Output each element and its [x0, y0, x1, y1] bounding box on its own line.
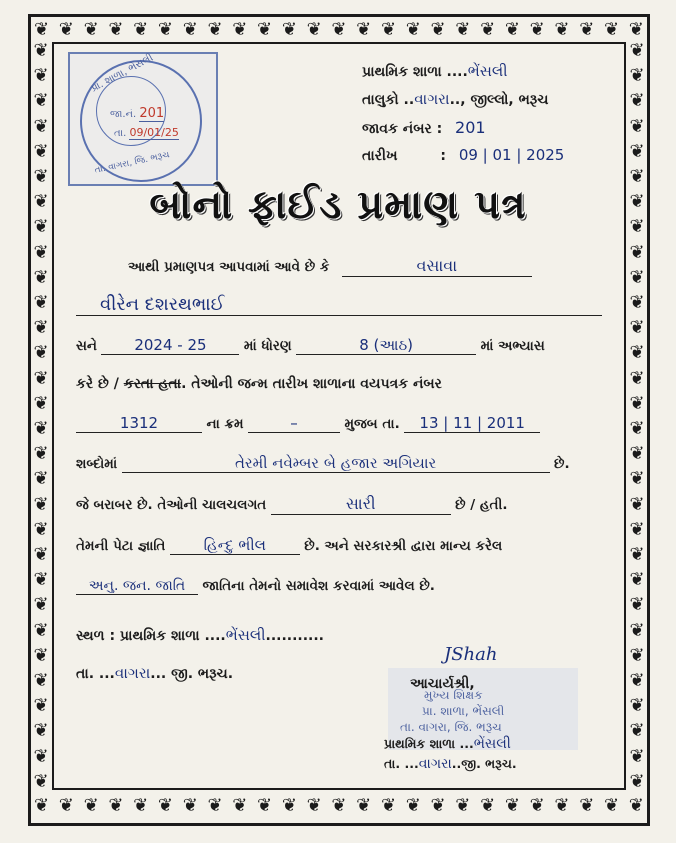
left-ornament-column: ❦ ❦ ❦ ❦ ❦ ❦ ❦ ❦ ❦ ❦ ❦ ❦ ❦ ❦ ❦ ❦ ❦ ❦ ❦ ❦ ❦ ❦ ❦ ❦ ❦ ❦ ❦ ❦ ❦ ❦	[33, 40, 49, 792]
footer-taluka-value: વાગરા	[114, 664, 151, 682]
footer-taluka2-value: વાગરા	[418, 756, 452, 772]
year-row: સને 2024 - 25 માં ધોરણ 8 (આઠ) માં અભ્યાસ	[76, 336, 545, 354]
header-taluka-row: તાલુકો ..વાગરા.., જીલ્લો, ભરૂચ	[362, 90, 549, 108]
surname-value: વસાવા	[342, 256, 532, 277]
stamp-date-row: તા. 09/01/25	[114, 126, 179, 139]
place-row: સ્થળ : પ્રાથમિક શાળા ....ભેંસલી...........	[76, 626, 325, 644]
std-value: 8 (આઠ)	[296, 336, 476, 355]
header-date-row: તારીખ : 09 | 01 | 2025	[362, 146, 565, 164]
dob-words-row: શબ્દોમાં તેરમી નવેમ્બર બે હજાર અગિયાર છે.	[76, 454, 570, 472]
header-date-value: 09 | 01 | 2025	[458, 146, 565, 164]
full-name-value: વીરેન દશરથભાઈ	[76, 294, 602, 316]
certificate-title: બોનો ફાઈડ પ્રમાણ પત્ર	[149, 182, 527, 228]
header-outward-value: 201	[455, 118, 486, 137]
stamp-line-3: તા. વાગરા, જિ. ભરૂચ	[400, 720, 502, 734]
category-row: અનુ. જન. જાતિ જાતિના તેમનો સમાવેશ કરવામાં આવેલ છે.	[76, 578, 435, 595]
year-value: 2024 - 25	[101, 336, 239, 355]
conduct-row: જે બરાબર છે. તેઓની ચાલચલગત સારી છે / હતી.	[76, 494, 508, 513]
caste-value: હિન્દુ ભીલ	[170, 536, 300, 555]
header-school-value: ભેંસલી	[467, 62, 508, 80]
stamp-bottom-text: તા. વાગરા, જિ. ભરૂચ	[93, 150, 171, 176]
right-ornament-column: ❦ ❦ ❦ ❦ ❦ ❦ ❦ ❦ ❦ ❦ ❦ ❦ ❦ ❦ ❦ ❦ ❦ ❦ ❦ ❦ ❦ ❦ ❦ ❦ ❦ ❦ ❦ ❦ ❦ ❦	[629, 40, 645, 792]
school-stamp	[68, 52, 218, 186]
principal-label: આચાર્યશ્રી,	[410, 676, 475, 692]
name-row	[76, 294, 602, 316]
stamp-ring-text: પ્રા. શાળા, ભેંસલી	[89, 52, 156, 95]
footer-taluka2-row: તા. ...વાગરા..જી. ભરૂચ.	[384, 756, 517, 772]
footer-school-row: પ્રાથમિક શાળા ...ભેંસલી	[384, 736, 511, 752]
place-value: ભેંસલી	[225, 626, 266, 644]
conduct-value: સારી	[271, 494, 451, 515]
register-row: 1312 ના ક્રમ – મુજબ તા. 13 | 11 | 2011	[76, 414, 540, 433]
header-taluka-value: વાગરા	[414, 90, 450, 108]
category-value: અનુ. જન. જાતિ	[76, 578, 198, 595]
kram-value: –	[248, 414, 340, 433]
register-no-value: 1312	[76, 414, 202, 433]
stamp-line-1: મુખ્ય શિક્ષક	[424, 688, 483, 702]
header-outward-row: જાવક નંબર : 201	[362, 118, 486, 137]
principal-signature: JShah	[444, 644, 498, 665]
dob-intro-row: કરે છે / કરતા હતા. તેઓની જન્મ તારીખ શાળાના વયપત્રક નંબર	[76, 376, 442, 392]
footer-taluka-row: તા. ...વાગરા... જી. ભરૂચ.	[76, 664, 234, 682]
stamp-number-row: જા.નં. 201	[110, 106, 165, 121]
header-school-row: પ્રાથમિક શાળા ....ભેંસલી	[362, 62, 508, 80]
stamp-line-2: પ્રા. શાળા, ભેંસલી	[422, 704, 505, 718]
bottom-ornament-row: ❦ ❦ ❦ ❦ ❦ ❦ ❦ ❦ ❦ ❦ ❦ ❦ ❦ ❦ ❦ ❦ ❦ ❦ ❦ ❦ ❦ ❦ ❦ ❦ ❦	[34, 794, 644, 816]
intro-row: આથી પ્રમાણપત્ર આપવામાં આવે છે કે વસાવા	[128, 256, 532, 277]
caste-row: તેમની પેટા જ્ઞાતિ હિન્દુ ભીલ છે. અને સરકારશ્રી દ્વારા માન્ય કરેલ	[76, 536, 503, 554]
dob-value: 13 | 11 | 2011	[404, 414, 540, 433]
footer-school-value: ભેંસલી	[473, 736, 511, 752]
top-ornament-row: ❦ ❦ ❦ ❦ ❦ ❦ ❦ ❦ ❦ ❦ ❦ ❦ ❦ ❦ ❦ ❦ ❦ ❦ ❦ ❦ ❦ ❦ ❦ ❦ ❦	[34, 18, 644, 40]
dob-words-value: તેરમી નવેમ્બર બે હજાર અગિયાર	[122, 454, 550, 473]
